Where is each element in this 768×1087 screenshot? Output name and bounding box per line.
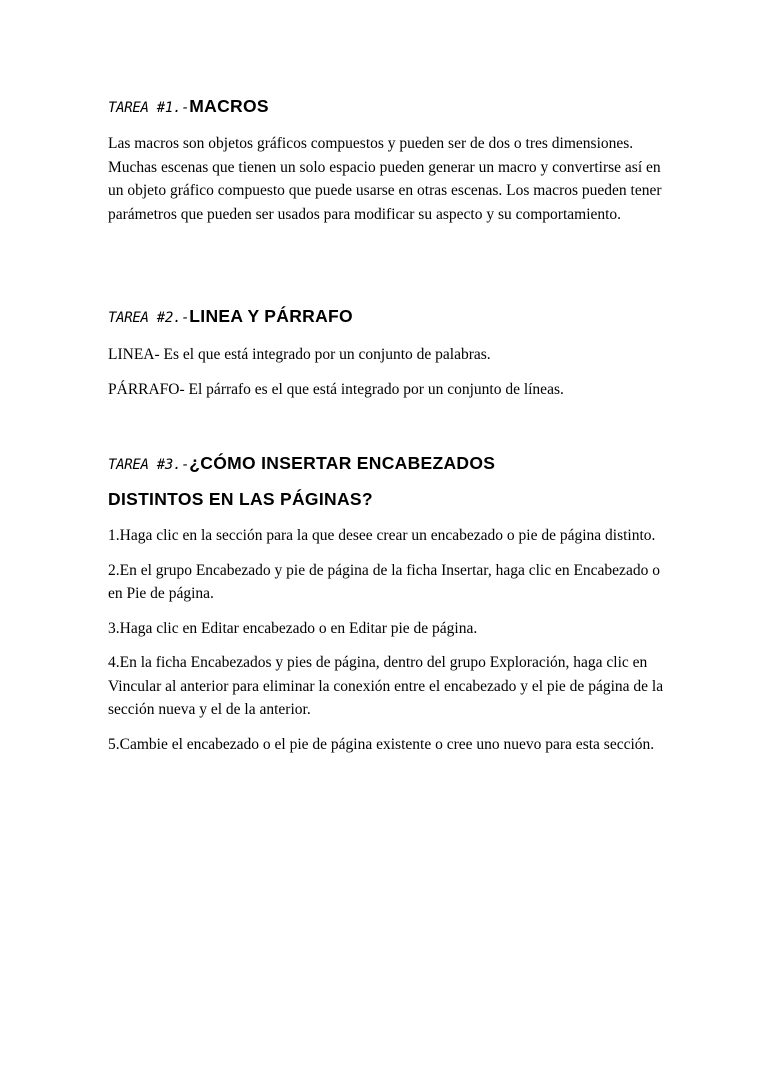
section-tarea-2 xyxy=(108,302,668,401)
paragraph: 2.En el grupo Encabezado y pie de página de la ficha Insertar, haga clic en Encabezado o en Pie de página. xyxy=(108,561,660,602)
section-tarea-1 xyxy=(108,92,668,226)
section-heading xyxy=(108,446,578,516)
tarea-label: TAREA #1.- xyxy=(108,100,190,116)
paragraph: 5.Cambie el encabezado o el pie de página existente o cree uno nuevo para esta sección. xyxy=(108,735,655,753)
paragraph: LINEA- Es el que está integrado por un conjunto de palabras. xyxy=(108,346,491,363)
tarea-label: TAREA #3.- xyxy=(108,457,190,473)
section-title: MACROS xyxy=(189,96,269,116)
section-title: ¿CÓMO INSERTAR ENCABEZADOS DISTINTOS EN LAS PÁGINAS? xyxy=(108,453,496,509)
section-heading xyxy=(108,302,668,332)
paragraph: 4.En la ficha Encabezados y pies de página, dentro del grupo Exploración, haga clic en Vincular al anterior para eliminar la conexión entre el encabezado y el pie de página de la sección nueva y el de la anterior. xyxy=(108,654,664,718)
paragraph: Las macros son objetos gráficos compuestos y pueden ser de dos o tres dimensiones. Muchas escenas que tienen un solo espacio pueden generar un macro y convertirse así en un objeto gráfico compuesto que puede usarse en otras escenas. Los macros pueden tener parámetros que pueden ser usados para modificar su aspecto y su comportamiento. xyxy=(108,135,662,223)
paragraph: 1.Haga clic en la sección para la que desee crear un encabezado o pie de página distinto. xyxy=(108,527,656,544)
section-tarea-3 xyxy=(108,446,668,756)
section-title: LINEA Y PÁRRAFO xyxy=(189,306,353,326)
tarea-label: TAREA #2.- xyxy=(108,310,190,326)
paragraph: 3.Haga clic en Editar encabezado o en Editar pie de página. xyxy=(108,619,478,637)
paragraph: PÁRRAFO- El párrafo es el que está integrado por un conjunto de líneas. xyxy=(108,380,564,398)
section-heading xyxy=(108,92,668,122)
